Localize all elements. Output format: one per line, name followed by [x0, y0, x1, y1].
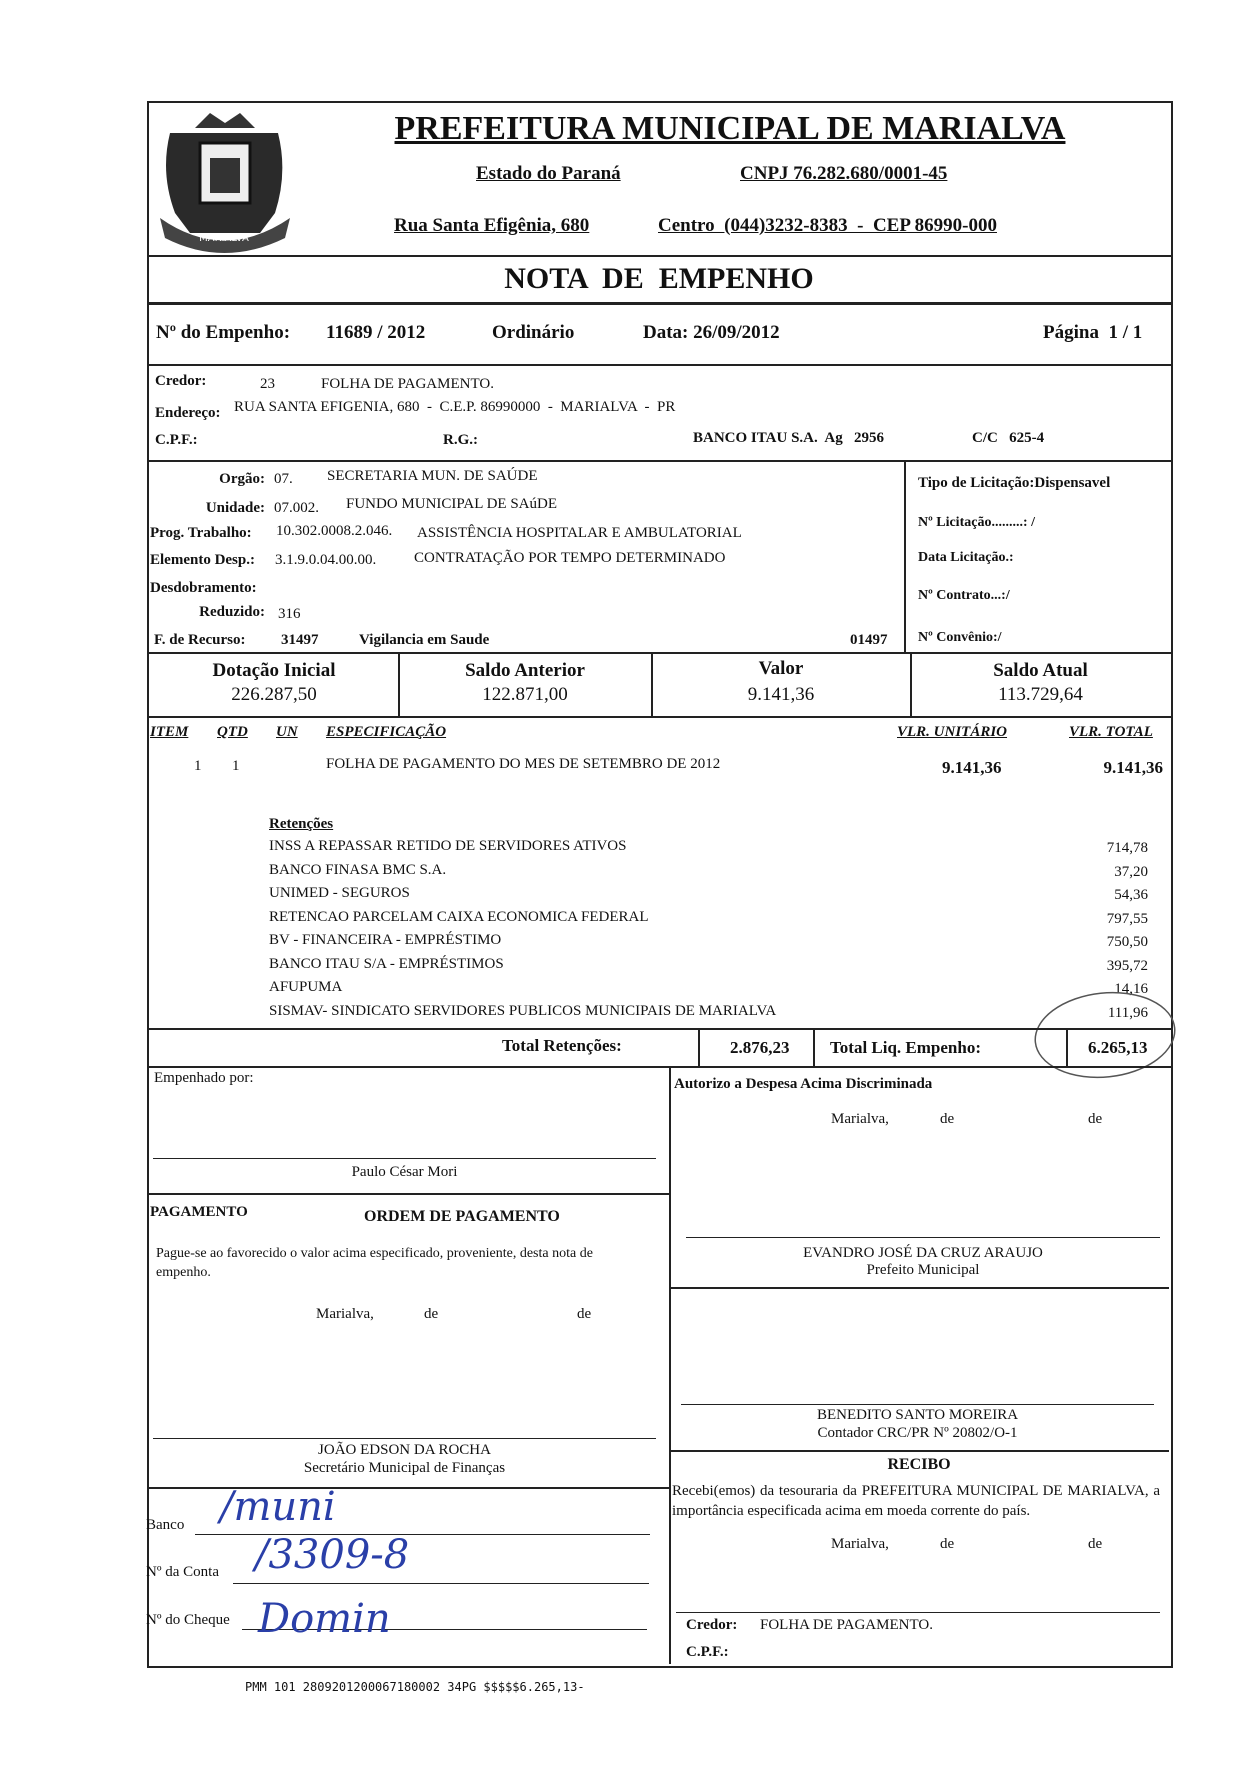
contador-name: BENEDITO SANTO MOREIRA [816, 1407, 1019, 1423]
divider [669, 1287, 1169, 1289]
total-retencoes-value: 2.876,23 [730, 1038, 790, 1057]
licitacao-date: Data Licitação.: [918, 550, 1014, 565]
divider [904, 460, 906, 652]
saldo-atual-label: Saldo Atual [993, 660, 1088, 681]
date-de-5: de [940, 1536, 955, 1552]
credor-code: 23 [260, 376, 275, 392]
retencao-name: AFUPUMA [269, 979, 343, 995]
retencoes-title: Retenções [269, 816, 334, 832]
document-title: NOTA DE EMPENHO [504, 262, 814, 295]
cheque-label: Nº do Cheque [146, 1612, 230, 1628]
col-total-value: VLR. TOTAL [1069, 724, 1153, 740]
secretario-name: JOÃO EDSON DA ROCHA [318, 1442, 491, 1458]
prefeito-name: EVANDRO JOSÉ DA CRUZ ARAUJO [803, 1245, 1043, 1261]
retencao-value: 395,72 [1106, 957, 1148, 974]
divider [147, 716, 1171, 718]
state-label: Estado do Paraná [476, 163, 621, 184]
total-liquido-value: 6.265,13 [1088, 1038, 1148, 1057]
retencao-name: UNIMED - SEGUROS [269, 885, 410, 901]
coat-of-arms-icon [150, 103, 298, 258]
retencao-name: BANCO FINASA BMC S.A. [269, 861, 447, 878]
divider [698, 1028, 700, 1066]
date-de-3: de [424, 1306, 439, 1322]
item-number: 1 [194, 758, 202, 774]
banco-label: Banco [146, 1517, 185, 1533]
recurso-number: 01497 [850, 632, 888, 648]
empenhado-label: Empenhado por: [154, 1070, 254, 1086]
retencao-name: BV - FINANCEIRA - EMPRÉSTIMO [269, 932, 502, 948]
saldo-atual-value: 113.729,64 [998, 684, 1083, 705]
saldo-anterior-label: Saldo Anterior [465, 660, 585, 681]
signature-line [153, 1158, 656, 1159]
conta-label: Nº da Conta [146, 1564, 219, 1580]
recibo-credor-name: FOLHA DE PAGAMENTO. [760, 1617, 933, 1633]
col-un: UN [276, 724, 298, 740]
prog-code: 10.302.0008.2.046. [276, 523, 393, 539]
signature-line [686, 1237, 1160, 1238]
col-item: ITEM [150, 724, 189, 740]
valor-label: Valor [758, 658, 804, 679]
banco-handwriting: /muni [220, 1484, 336, 1530]
retencao-name: BANCO ITAU S/A - EMPRÉSTIMOS [269, 955, 504, 972]
prog-name: ASSISTÊNCIA HOSPITALAR E AMBULATORIAL [417, 525, 742, 541]
elemento-label: Elemento Desp.: [150, 552, 255, 568]
retencao-value: 797,55 [1106, 910, 1148, 927]
divider [147, 1066, 1171, 1068]
divider [813, 1028, 815, 1066]
unidade-name: FUNDO MUNICIPAL DE SAúDE [346, 496, 557, 512]
date-de-6: de [1088, 1536, 1103, 1552]
empenhado-name: Paulo César Mori [351, 1164, 458, 1180]
svg-text:MARIALVA: MARIALVA [199, 233, 249, 244]
credor-name: FOLHA DE PAGAMENTO. [321, 376, 494, 392]
divider [147, 1028, 1171, 1030]
autorizo-label: Autorizo a Despesa Acima Discriminada [674, 1076, 933, 1092]
page-title: PREFEITURA MUNICIPAL DE MARIALVA [394, 110, 1066, 147]
total-liquido-label: Total Liq. Empenho: [830, 1038, 981, 1057]
footer-code: PMM 101 2809201200067180002 34PG $$$$$6.265,13- [245, 1680, 585, 1694]
dotacao-value: 226.287,50 [231, 684, 317, 705]
date-de-4: de [577, 1306, 592, 1322]
reduzido-value: 316 [278, 606, 301, 622]
prefeito-title: Prefeito Municipal [866, 1262, 980, 1278]
conta-line [233, 1583, 649, 1584]
place-date-label: Marialva, [831, 1536, 889, 1552]
item-qty: 1 [232, 758, 240, 774]
conta-handwriting: /3309-8 [255, 1532, 410, 1578]
divider [147, 1193, 669, 1195]
unidade-label: Unidade: [205, 500, 265, 516]
dotacao-label: Dotação Inicial [212, 660, 336, 681]
signature-line [681, 1404, 1154, 1405]
credor-label: Credor: [155, 373, 207, 389]
prog-label: Prog. Trabalho: [150, 525, 252, 541]
pague-text: Pague-se ao favorecido o valor acima especificado, proveniente, desta nota de empenho. [156, 1246, 593, 1280]
account-info: C/C 625-4 [972, 430, 1045, 446]
divider [147, 302, 1171, 305]
secretario-title: Secretário Municipal de Finanças [303, 1460, 506, 1476]
signature-line [153, 1438, 656, 1439]
page-number: Página 1 / 1 [1043, 322, 1143, 343]
recibo-credor-label: Credor: [686, 1617, 738, 1633]
address-contact: Centro (044)3232-8383 - CEP 86990-000 [658, 215, 997, 236]
place-date-label: Marialva, [831, 1111, 889, 1127]
cpf-label: C.P.F.: [155, 432, 198, 448]
item-unit-value: 9.141,36 [942, 758, 1002, 777]
recibo-cpf-label: C.P.F.: [686, 1644, 729, 1660]
item-total-value: 9.141,36 [1103, 758, 1163, 777]
contrato-number: Nº Contrato...:/ [918, 588, 1010, 603]
orgao-name: SECRETARIA MUN. DE SAÚDE [327, 468, 538, 484]
cnpj-label: CNPJ 76.282.680/0001-45 [740, 163, 948, 184]
divider [1066, 1028, 1068, 1066]
licitacao-number: Nº Licitação.........: / [918, 515, 1035, 530]
total-retencoes-label: Total Retenções: [502, 1036, 622, 1055]
recurso-code: 31497 [281, 632, 319, 648]
orgao-code: 07. [274, 471, 293, 487]
empenho-date: Data: 26/09/2012 [643, 322, 780, 343]
divider [147, 460, 1171, 462]
date-de-2: de [1088, 1111, 1103, 1127]
bank-info: BANCO ITAU S.A. Ag 2956 [693, 430, 884, 446]
orgao-label: Orgão: [219, 471, 265, 487]
col-unit-value: VLR. UNITÁRIO [897, 724, 1008, 740]
recibo-title: RECIBO [887, 1456, 951, 1473]
place-date-label: Marialva, [316, 1306, 374, 1322]
empenho-type: Ordinário [492, 322, 575, 343]
divider [669, 1066, 671, 1664]
retencao-name: SISMAV- SINDICATO SERVIDORES PUBLICOS MUNICIPAIS DE MARIALVA [269, 1002, 777, 1019]
recurso-label: F. de Recurso: [154, 632, 246, 648]
cheque-handwriting: Domin [258, 1596, 391, 1642]
convenio-number: Nº Convênio:/ [918, 630, 1002, 645]
reduzido-label: Reduzido: [199, 604, 265, 620]
retencao-value: 750,50 [1106, 934, 1148, 950]
retencao-value: 37,20 [1114, 863, 1148, 880]
ordem-pagamento-title: ORDEM DE PAGAMENTO [364, 1208, 560, 1225]
retencao-name: RETENCAO PARCELAM CAIXA ECONOMICA FEDERAL [269, 908, 649, 925]
handwritten-circle [1025, 980, 1185, 1090]
retencao-value: 14,16 [1114, 981, 1148, 997]
divider [669, 1450, 1169, 1452]
licitacao-type: Tipo de Licitação:Dispensavel [918, 475, 1111, 491]
empenho-number-label: Nº do Empenho: [156, 322, 291, 343]
divider [147, 255, 1171, 257]
retencao-value: 54,36 [1114, 887, 1148, 903]
col-spec: ESPECIFICAÇÃO [326, 724, 447, 740]
elemento-name: CONTRATAÇÃO POR TEMPO DETERMINADO [414, 550, 726, 566]
signature-line [676, 1612, 1160, 1613]
col-qtd: QTD [217, 724, 248, 740]
retencao-name: INSS A REPASSAR RETIDO DE SERVIDORES ATIVOS [269, 838, 627, 854]
rg-label: R.G.: [443, 432, 478, 448]
pagamento-title: PAGAMENTO [150, 1204, 248, 1220]
valor-value: 9.141,36 [747, 684, 815, 705]
recurso-name: Vigilancia em Saude [359, 632, 490, 648]
credor-address: RUA SANTA EFIGENIA, 680 - C.E.P. 86990000 - MARIALVA - PR [234, 399, 676, 415]
retencao-value: 111,96 [1107, 1004, 1148, 1021]
saldo-anterior-value: 122.871,00 [482, 684, 568, 705]
address-label: Endereço: [155, 405, 221, 421]
unidade-code: 07.002. [274, 500, 319, 516]
retencao-value: 714,78 [1106, 840, 1148, 856]
contador-title: Contador CRC/PR Nº 20802/O-1 [817, 1425, 1018, 1441]
item-spec: FOLHA DE PAGAMENTO DO MES DE SETEMBRO DE 2012 [326, 756, 721, 772]
date-de-1: de [940, 1111, 955, 1127]
divider [147, 652, 1171, 654]
divider [147, 364, 1171, 366]
desdobramento-label: Desdobramento: [150, 580, 257, 596]
address-label: Rua Santa Efigênia, 680 [394, 215, 590, 236]
recibo-text: Recebi(emos) da tesouraria da PREFEITURA MUNICIPAL DE MARIALVA, a importância especificada acima em moeda corrente do país. [672, 1483, 1160, 1519]
empenho-number: 11689 / 2012 [326, 322, 426, 343]
elemento-code: 3.1.9.0.04.00.00. [275, 552, 377, 568]
